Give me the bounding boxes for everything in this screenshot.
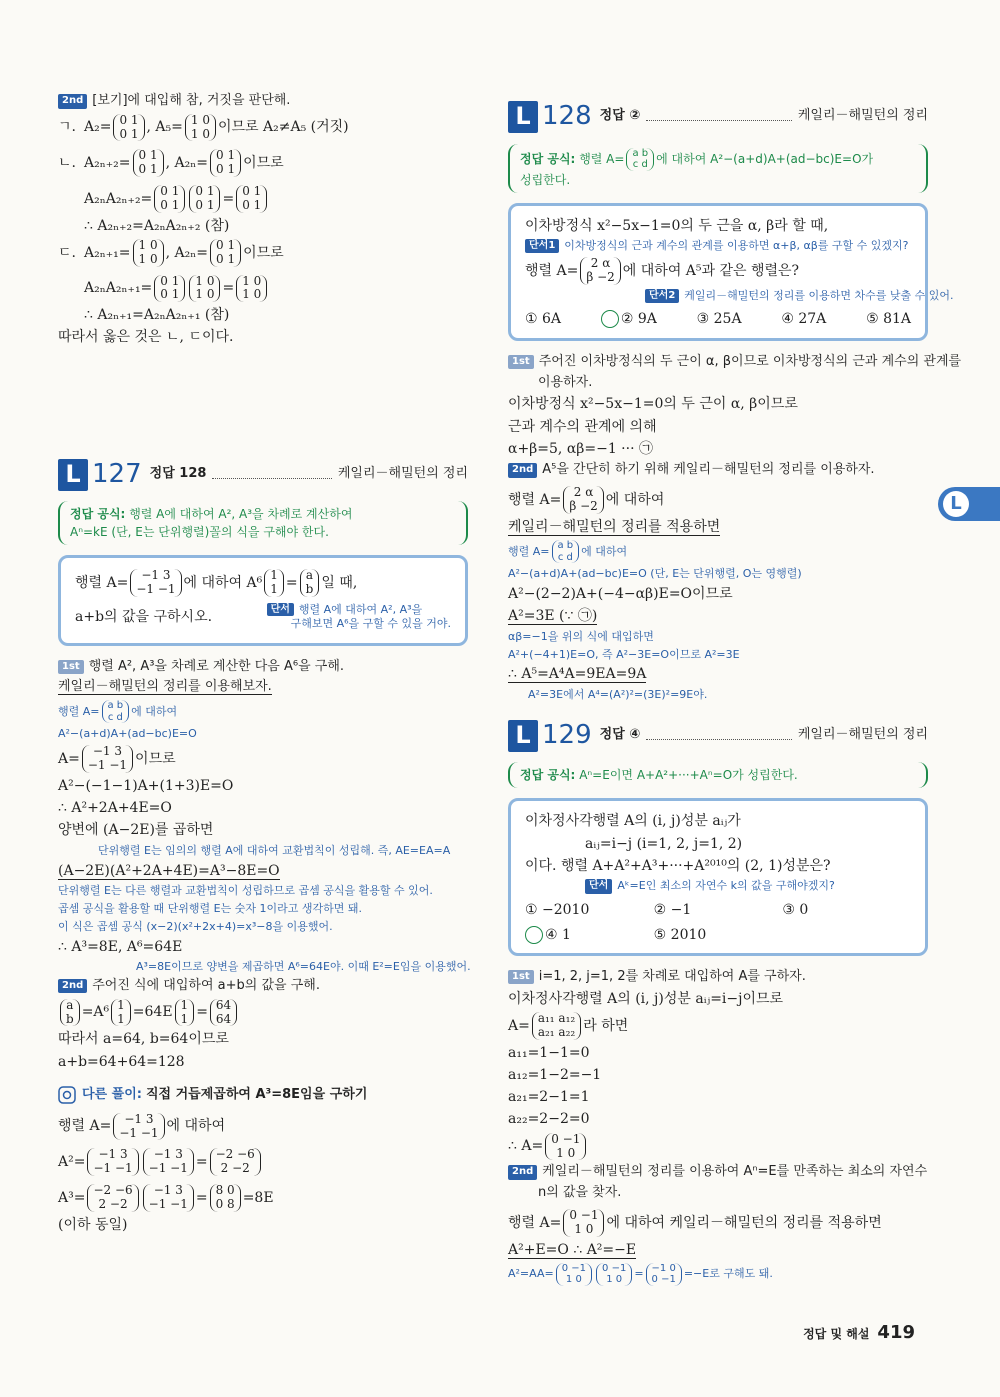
step-129-a <box>508 1012 928 1040</box>
na-calc-matrix-1: 0 1 0 1 <box>154 185 185 213</box>
prob-end: 에 대하여 A⁵과 같은 행렬은? <box>622 262 800 279</box>
step-129-l4: a₁₂=1−2=−1 <box>508 1066 602 1083</box>
chapter-letter: L <box>943 491 969 517</box>
step-129-1 <box>508 968 928 987</box>
page-footer <box>803 1322 915 1343</box>
step-128-small-3: αβ=−1을 위의 식에 대입하면 <box>508 629 654 643</box>
vec-64: 64 64 <box>210 999 237 1027</box>
step-127-1 <box>58 658 468 677</box>
s2-end: 에 대하여 케일리－해밀턴의 정리를 적용하면 <box>606 1214 882 1231</box>
problem-127-line-2 <box>75 603 451 632</box>
small-m1: 0 −1 1 0 <box>556 1263 592 1286</box>
small-eq: = <box>634 1267 644 1281</box>
alt2-m3: −2 −6 2 −2 <box>210 1148 261 1176</box>
formula-line-2: Aⁿ=kE (단, E는 단위행렬)꼴의 식을 구해야 한다. <box>70 525 329 540</box>
na-matrix-2: 0 1 0 1 <box>210 149 241 177</box>
na-end: 이므로 <box>243 155 284 172</box>
formula-label: 정답 공식: <box>70 507 126 522</box>
eq2: =64E <box>132 1004 173 1021</box>
alt-line-2 <box>58 1148 468 1176</box>
small-m3: −1 0 0 −1 <box>646 1263 682 1286</box>
step-127-note-1: 단위행렬 E는 임의의 행렬 A에 대하여 교환법칙이 성립해. 즉, AE=EA=A <box>98 843 451 857</box>
choice-5[interactable]: ⑤ 81A <box>866 311 911 328</box>
da-calc-matrix-3: 1 0 1 0 <box>236 275 267 303</box>
small-end: =−E로 구해도 돼. <box>683 1267 773 1281</box>
alt-solution-icon <box>58 1086 76 1104</box>
na-calc-eq: = <box>222 190 235 207</box>
page-number: 419 <box>877 1322 915 1343</box>
alt-solution-label <box>58 1086 468 1105</box>
step-text: 케일리－해밀턴의 정리를 이용하여 Aⁿ=E를 만족하는 최소의 자연수 <box>542 1164 928 1180</box>
step-128-1-cont: 이용하자. <box>538 374 593 390</box>
ga-end: 이므로 A₂≠A₅ (거짓) <box>217 119 349 136</box>
hint-tag: 단서 <box>267 603 294 616</box>
choice-2[interactable]: ② −1 <box>653 902 692 919</box>
ga-matrix-2: 1 0 1 0 <box>185 114 216 142</box>
formula-128-line-1 <box>520 148 916 171</box>
formula-label: 정답 공식: <box>520 152 576 167</box>
ga-line <box>58 114 468 142</box>
prob-question: a+b의 값을 구하시오. <box>75 609 213 626</box>
alt3-m1: −2 −6 2 −2 <box>87 1184 138 1212</box>
step-129-l6: a₂₂=2−2=0 <box>508 1111 590 1128</box>
topic-label: 케일리－해밀턴의 정리 <box>337 466 468 482</box>
problem-129-line-3: 이다. 행렬 A+A²+A³+···+A²⁰¹⁰의 (2, 1)성분은? <box>525 857 831 874</box>
choice-4[interactable] <box>525 925 654 945</box>
formula-label: 정답 공식: <box>520 768 576 783</box>
hint-129 <box>585 878 911 894</box>
section-letter: L <box>508 720 538 752</box>
small-end: 에 대하여 <box>131 704 178 718</box>
alt2-eq: = <box>195 1154 208 1171</box>
step-text: 행렬 A², A³을 차례로 계산한 다음 A⁶을 구해. <box>88 658 345 674</box>
da-calc <box>84 275 468 303</box>
eq3: = <box>196 1004 208 1021</box>
problem-127-line-1 <box>75 569 451 597</box>
da-line <box>58 239 468 267</box>
alt-matrix: −1 3 −1 −1 <box>113 1113 164 1141</box>
choice-2-text: ② 9A <box>620 311 657 328</box>
right-column <box>508 90 962 1289</box>
hint-tag: 단서 <box>585 879 612 894</box>
step-127-2 <box>58 977 468 996</box>
step-128-l3: α+β=5, αβ=−1 ··· ㉠ <box>508 441 653 458</box>
step-127-1-line-2 <box>58 678 468 697</box>
choice-3[interactable]: ③ 25A <box>696 311 742 328</box>
s2-pre: 행렬 A= <box>508 1214 562 1231</box>
hint-text: 케일리－해밀턴의 정리를 이용하면 차수를 낮출 수 있어. <box>684 288 954 302</box>
left-column <box>58 90 471 1237</box>
problem-box-127 <box>58 555 468 645</box>
eq1: =A⁶ <box>81 1004 110 1021</box>
vec-11b: 1 1 <box>175 999 195 1027</box>
step-129-2-l2 <box>508 1240 928 1260</box>
intro-line <box>58 92 468 111</box>
answer-mark-icon <box>525 926 543 944</box>
prob-vector-1: 1 1 <box>264 569 284 597</box>
step-128-small-4: A²+(−4+1)E=O, 즉 A²−3E=O이므로 A²=3E <box>508 647 740 661</box>
problem-box-128 <box>508 203 954 341</box>
problem-129-header <box>508 717 928 755</box>
step-129-l1: 이차정사각행렬 A의 (i, j)성분 aᵢⱼ=i−j이므로 <box>508 990 784 1007</box>
choice-1[interactable]: ① −2010 <box>525 902 590 919</box>
chapter-side-tab <box>938 487 1000 521</box>
problem-number: 129 <box>542 719 592 750</box>
ga-mid: , A₅= <box>146 119 183 136</box>
step-128-2-l5 <box>508 664 928 684</box>
a-pre: A= <box>508 1017 530 1034</box>
section-letter: L <box>508 101 538 133</box>
final-statement: 따라서 옳은 것은 ㄴ, ㄷ이다. <box>58 329 234 346</box>
da-mid: , A₂ₙ= <box>165 244 209 261</box>
step-128-2-l3: A²−(2−2)A+(−4−αβ)E=O이므로 <box>508 586 733 602</box>
na-label: ㄴ. <box>58 155 76 172</box>
step-128-2-l4 <box>508 606 928 626</box>
formula-end: 에 대하여 A²−(a+d)A+(ad−bc)E=O가 <box>656 152 874 167</box>
step-127-2-line-2: 따라서 a=64, b=64이므로 <box>58 1031 229 1048</box>
problem-128-header <box>508 98 928 136</box>
step-129-2-cont: n의 값을 찾자. <box>538 1185 622 1201</box>
na-matrix-1: 0 1 0 1 <box>133 149 164 177</box>
prob-matrix: −1 3 −1 −1 <box>130 569 181 597</box>
prob-end: 일 때, <box>321 575 358 592</box>
underlined-text: 케일리－해밀턴의 정리를 적용하면 <box>508 518 721 535</box>
problem-129-line-2: aᵢⱼ=i−j (i=1, 2, j=1, 2) <box>585 835 743 852</box>
da-matrix-1: 1 0 1 0 <box>133 239 164 267</box>
problem-box-129 <box>508 798 928 955</box>
step-127-small-2: A²−(a+d)A+(ad−bc)E=O <box>58 727 197 741</box>
na-lhs: A₂ₙ₊₂= <box>83 155 131 172</box>
step-127-note-3: 곱셈 공식을 활용할 때 단위행렬 E는 숫자 1이라고 생각하면 돼. <box>58 901 362 915</box>
step-127-line-6: ∴ A²+2A+4E=O <box>58 800 172 817</box>
da-calc-lhs: A₂ₙA₂ₙ₊₁= <box>84 280 153 297</box>
step-text: A⁵을 간단히 하기 위해 케일리－해밀턴의 정리를 이용하자. <box>542 462 875 478</box>
step-127-line-8 <box>58 861 468 881</box>
footer-label: 정답 및 해설 <box>803 1327 870 1341</box>
s2-matrix: 2 α β −2 <box>563 486 603 514</box>
small-pre: A²=AA= <box>508 1267 554 1281</box>
choices-128 <box>525 309 911 329</box>
alt-label-text: 다른 풀이: <box>82 1087 142 1102</box>
da-calc-matrix-1: 0 1 0 1 <box>154 275 185 303</box>
answer-label: 정답 ② <box>599 108 641 124</box>
formula-box-128 <box>508 144 928 193</box>
na-calc-matrix-2: 0 1 0 1 <box>189 185 220 213</box>
underlined-text: (A−2E)(A²+2A+4E)=A³−8E=O <box>58 862 280 879</box>
problem-number: 127 <box>92 458 142 489</box>
hint-line-2: 구해보면 A⁶을 구할 수 있을 거야. <box>290 617 451 631</box>
na-line <box>58 149 468 177</box>
na-conclusion: ∴ A₂ₙ₊₂=A₂ₙA₂ₙ₊₂ (참) <box>84 217 230 234</box>
alt-line-3 <box>58 1184 468 1212</box>
underlined-text: A²+E=O ∴ A²=−E <box>508 1241 637 1258</box>
step-129-l5: a₂₁=2−1=1 <box>508 1089 590 1106</box>
alt-pre: 행렬 A= <box>58 1118 112 1135</box>
step-text: 주어진 이차방정식의 두 근이 α, β이므로 이차방정식의 근과 계수의 관계를 <box>538 353 962 369</box>
step-128-l2: 근과 계수의 관계에 의해 <box>508 418 657 435</box>
vec-ab: a b <box>60 999 80 1027</box>
alt-title: 직접 거듭제곱하여 A³=8E임을 구하기 <box>145 1087 368 1102</box>
hint-128-2 <box>645 288 954 304</box>
a-end: 이므로 <box>135 750 176 767</box>
small-pre: 행렬 A= <box>508 544 550 558</box>
step-129-2 <box>508 1163 928 1182</box>
prob-eq: = <box>285 575 298 592</box>
step-129-res <box>508 1133 928 1161</box>
s2-pre: 행렬 A= <box>508 491 562 508</box>
problem-128-line-1: 이차방정식 x²−5x−1=0의 두 근을 α, β라 할 때, <box>525 217 829 234</box>
a-matrix: −1 3 −1 −1 <box>82 745 133 773</box>
step-tag: 2nd <box>508 463 537 478</box>
prob-vector-2: a b <box>300 569 320 597</box>
step-text: i=1, 2, j=1, 2를 차례로 대입하여 A를 구하자. <box>538 968 806 984</box>
step-tag: 2nd <box>58 94 87 109</box>
choice-2[interactable] <box>601 309 657 329</box>
alt3-pre: A³= <box>58 1189 86 1206</box>
problem-number: 128 <box>542 101 592 131</box>
hint-line-1: 행렬 A에 대하여 A², A³을 <box>298 602 423 616</box>
step-127-note-4: 이 식은 곱셈 공식 (x−2)(x²+2x+4)=x³−8을 이용했어. <box>58 919 333 933</box>
da-label: ㄷ. <box>58 244 76 261</box>
step-128-2-a <box>508 486 928 514</box>
step-128-small-5: A²=3E에서 A⁴=(A²)²=(3E)²=9E야. <box>528 687 708 701</box>
answer-label: 정답 ④ <box>599 727 641 743</box>
da-calc-eq: = <box>222 280 235 297</box>
res-matrix: 0 −1 1 0 <box>545 1133 586 1161</box>
formula-text: Aⁿ=E이면 A+A²+···+Aⁿ=O가 성립한다. <box>579 768 798 783</box>
alt-end: 에 대하여 <box>166 1118 226 1135</box>
alt-line-1 <box>58 1113 468 1141</box>
alt3-end: =8E <box>242 1189 274 1206</box>
step-127-2-line-3: a+b=64+64=128 <box>58 1053 185 1070</box>
hint-text: Aᵏ=E인 최소의 자연수 k의 값을 구해야겠지? <box>617 879 835 893</box>
choices-129 <box>525 900 911 945</box>
step-tag: 2nd <box>508 1165 537 1180</box>
alt3-m3: 8 0 0 8 <box>210 1184 241 1212</box>
da-matrix-2: 0 1 0 1 <box>210 239 241 267</box>
step-127-note-5: A³=8E이므로 양변을 제곱하면 A⁶=64E야. 이때 E²=E임을 이용했어. <box>136 960 471 974</box>
leader-dots <box>212 470 331 479</box>
res-pre: ∴ A= <box>508 1138 544 1155</box>
step-tag: 1st <box>508 355 534 370</box>
ga-label: ㄱ. <box>58 119 76 136</box>
formula-line-1: 행렬 A에 대하여 A², A³을 차례로 계산하여 <box>129 507 353 522</box>
step-tag: 1st <box>508 970 534 985</box>
step-127-line-5: A²−(−1−1)A+(1+3)E=O <box>58 777 234 794</box>
step-128-small-1 <box>508 540 928 563</box>
topic-label: 케일리－해밀턴의 정리 <box>797 108 928 124</box>
a-end: 라 하면 <box>583 1017 629 1034</box>
intro-text: [보기]에 대입해 참, 거짓을 판단해. <box>92 93 291 108</box>
vec-11: 1 1 <box>111 999 131 1027</box>
na-calc-matrix-3: 0 1 0 1 <box>236 185 267 213</box>
choice-4-text: ④ 1 <box>545 926 571 943</box>
step-128-2-l2 <box>508 517 928 537</box>
alt2-m1: −1 3 −1 −1 <box>87 1148 138 1176</box>
topic-label: 케일리－해밀턴의 정리 <box>797 727 928 743</box>
step-127-2-eq <box>58 999 468 1027</box>
answer-mark-icon <box>601 310 619 328</box>
underlined-text: ∴ A⁵=A⁴A=9EA=9A <box>508 666 647 683</box>
answer-label: 정답 128 <box>149 466 207 482</box>
problem-129-line-1: 이차정사각행렬 A의 (i, j)성분 aᵢⱼ가 <box>525 813 741 830</box>
da-lhs: A₂ₙ₊₁= <box>83 244 131 261</box>
problem-128-line-2 <box>525 257 911 285</box>
hint-text: 이차방정식의 근과 계수의 관계를 이용하면 α+β, αβ를 구할 수 있겠지? <box>564 238 909 252</box>
prob-pre: 행렬 A= <box>75 575 129 592</box>
step-129-l3: a₁₁=1−1=0 <box>508 1044 590 1061</box>
a-matrix: a₁₁ a₁₂ a₂₁ a₂₂ <box>532 1012 581 1040</box>
alt2-m2: −1 3 −1 −1 <box>143 1148 194 1176</box>
problem-127-header <box>58 456 468 494</box>
alt2-pre: A²= <box>58 1154 86 1171</box>
da-calc-matrix-2: 1 0 1 0 <box>189 275 220 303</box>
da-conclusion: ∴ A₂ₙ₊₁=A₂ₙA₂ₙ₊₁ (참) <box>84 307 230 324</box>
small-end: 에 대하여 <box>581 544 628 558</box>
na-calc-lhs: A₂ₙA₂ₙ₊₂= <box>84 190 153 207</box>
step-tag: 1st <box>58 660 84 675</box>
alt3-m2: −1 3 −1 −1 <box>143 1184 194 1212</box>
ga-matrix-1: 0 1 0 1 <box>113 114 144 142</box>
step-129-2-a <box>508 1209 928 1237</box>
hint-tag: 단서2 <box>645 289 679 304</box>
hint-tag: 단서1 <box>525 239 559 254</box>
leader-dots <box>646 731 792 740</box>
formula-box-129 <box>508 762 928 788</box>
small-pre: 행렬 A= <box>58 704 100 718</box>
small-m2: 0 −1 1 0 <box>596 1263 632 1286</box>
prob-pre: 행렬 A= <box>525 262 579 279</box>
step-129-small <box>508 1263 928 1286</box>
step-128-2 <box>508 461 928 480</box>
step-127-line-9: ∴ A³=8E, A⁶=64E <box>58 938 183 955</box>
leader-dots <box>646 112 792 121</box>
step-128-l1: 이차방정식 x²−5x−1=0의 두 근이 α, β이므로 <box>508 396 798 413</box>
step-127-small-1 <box>58 700 468 723</box>
step-tag: 2nd <box>58 979 87 994</box>
hint-127 <box>267 603 451 632</box>
step-128-1 <box>508 353 962 372</box>
choice-4[interactable]: ④ 27A <box>781 311 827 328</box>
step-127-note-2: 단위행렬 E는 다른 행렬과 교환법칙이 성립하므로 곱셈 공식을 활용할 수 있어. <box>58 883 433 897</box>
choice-1[interactable]: ① 6A <box>525 311 562 328</box>
alt3-eq: = <box>195 1189 208 1206</box>
prob-matrix: 2 α β −2 <box>580 257 620 285</box>
alt-rest: (이하 동일) <box>58 1216 128 1233</box>
na-mid: , A₂ₙ= <box>165 155 209 172</box>
underlined-text: A²=3E (∵ ㉠) <box>508 608 598 625</box>
step-text: 주어진 식에 대입하여 a+b의 값을 구해. <box>92 977 320 993</box>
formula-box-127 <box>58 501 468 545</box>
formula-pre: 행렬 A= <box>579 152 625 167</box>
choice-3[interactable]: ③ 0 <box>782 902 809 919</box>
section-letter: L <box>58 459 88 491</box>
choice-5[interactable]: ⑤ 2010 <box>653 926 707 943</box>
na-calc <box>84 185 468 213</box>
a-pre: A= <box>58 750 80 767</box>
ga-lhs: A₂= <box>83 119 112 136</box>
s2-matrix: 0 −1 1 0 <box>563 1209 604 1237</box>
formula-line-2: 성립한다. <box>520 172 571 187</box>
step-128-small-2: A²−(a+d)A+(ad−bc)E=O (단, E는 단위행렬, O는 영행렬) <box>508 567 802 581</box>
formula-matrix: a b c d <box>626 148 654 171</box>
small-matrix: a b c d <box>552 540 580 563</box>
underlined-text: 케일리－해밀턴의 정리를 이용해보자. <box>58 679 272 695</box>
step-127-line-7: 양변에 (A−2E)를 곱하면 <box>58 822 214 839</box>
small-matrix: a b c d <box>102 700 130 723</box>
step-127-a <box>58 745 468 773</box>
s2-end: 에 대하여 <box>605 491 665 508</box>
prob-mid: 에 대하여 A⁶ <box>183 575 263 592</box>
da-end: 이므로 <box>243 244 284 261</box>
hint-128-1 <box>525 238 911 254</box>
